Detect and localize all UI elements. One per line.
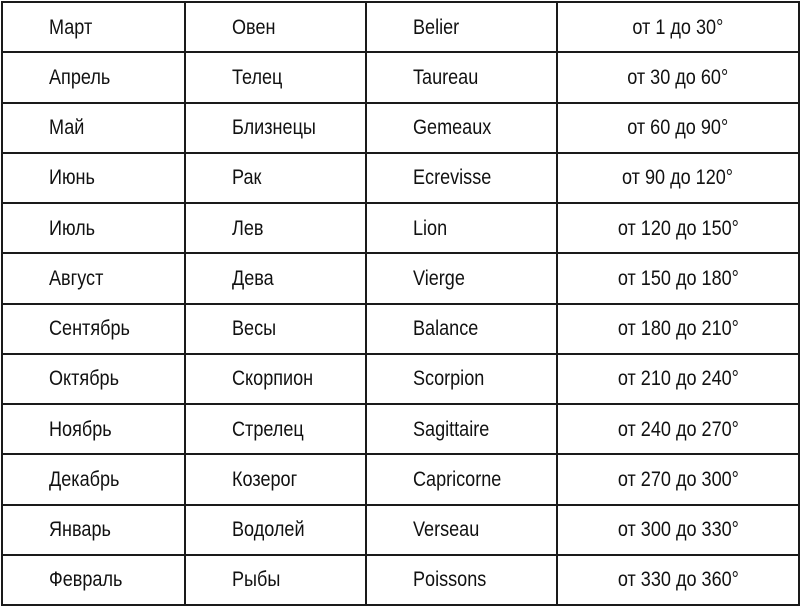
month-cell-text: Февраль <box>49 568 123 592</box>
zodiac-table-body <box>2 2 799 605</box>
sign-ru-cell-text: Стрелец <box>232 417 304 441</box>
sign-fr-cell-text: Taureau <box>413 65 479 89</box>
degree-range-cell-text: от 150 до 180° <box>617 266 739 290</box>
sign-fr-cell <box>366 555 557 605</box>
sign-fr-cell <box>366 454 557 504</box>
degree-range-cell-text: от 180 до 210° <box>617 317 739 341</box>
sign-ru-cell-text: Дева <box>232 266 274 290</box>
degree-range-cell <box>557 555 799 605</box>
table-row <box>2 203 799 253</box>
sign-ru-cell-text: Лев <box>232 216 264 240</box>
degree-range-cell-text: от 30 до 60° <box>627 65 729 89</box>
sign-ru-cell-text: Водолей <box>232 518 305 542</box>
month-cell <box>2 505 185 555</box>
sign-ru-cell-text: Козерог <box>232 467 298 491</box>
sign-ru-cell <box>185 354 366 404</box>
degree-range-cell <box>557 153 799 203</box>
sign-ru-cell <box>185 404 366 454</box>
month-cell <box>2 103 185 153</box>
degree-range-cell-text: от 330 до 360° <box>617 568 739 592</box>
month-cell <box>2 253 185 303</box>
degree-range-cell <box>557 203 799 253</box>
sign-fr-cell-text: Gemeaux <box>413 116 492 140</box>
degree-range-cell-text: от 210 до 240° <box>617 367 739 391</box>
table-row <box>2 404 799 454</box>
sign-ru-cell-text: Близнецы <box>232 116 316 140</box>
degree-range-cell <box>557 2 799 52</box>
sign-fr-cell <box>366 52 557 102</box>
sign-ru-cell-text: Весы <box>232 317 277 341</box>
degree-range-cell-text: от 270 до 300° <box>617 467 739 491</box>
sign-fr-cell-text: Sagittaire <box>413 417 490 441</box>
table-row <box>2 52 799 102</box>
degree-range-cell <box>557 505 799 555</box>
sign-fr-cell <box>366 203 557 253</box>
month-cell-text: Август <box>49 266 104 290</box>
sign-fr-cell-text: Verseau <box>413 518 480 542</box>
month-cell-text: Апрель <box>49 65 111 89</box>
sign-ru-cell <box>185 153 366 203</box>
sign-ru-cell <box>185 103 366 153</box>
sign-fr-cell-text: Lion <box>413 216 448 240</box>
sign-ru-cell <box>185 304 366 354</box>
table-row <box>2 2 799 52</box>
sign-ru-cell-text: Скорпион <box>232 367 314 391</box>
month-cell <box>2 454 185 504</box>
sign-fr-cell <box>366 505 557 555</box>
sign-fr-cell <box>366 253 557 303</box>
degree-range-cell <box>557 304 799 354</box>
month-cell <box>2 153 185 203</box>
table-row <box>2 253 799 303</box>
degree-range-cell <box>557 103 799 153</box>
month-cell-text: Ноябрь <box>49 417 112 441</box>
degree-range-cell <box>557 253 799 303</box>
month-cell-text: Март <box>49 15 93 39</box>
degree-range-cell-text: от 90 до 120° <box>622 166 734 190</box>
month-cell <box>2 555 185 605</box>
sign-ru-cell <box>185 253 366 303</box>
sign-fr-cell <box>366 153 557 203</box>
sign-ru-cell <box>185 454 366 504</box>
month-cell-text: Январь <box>49 518 111 542</box>
sign-fr-cell-text: Vierge <box>413 266 465 290</box>
sign-fr-cell-text: Belier <box>413 15 460 39</box>
month-cell <box>2 354 185 404</box>
degree-range-cell <box>557 404 799 454</box>
degree-range-cell-text: от 60 до 90° <box>627 116 729 140</box>
month-cell-text: Июль <box>49 216 96 240</box>
sign-fr-cell <box>366 2 557 52</box>
sign-fr-cell <box>366 354 557 404</box>
table-row <box>2 555 799 605</box>
sign-ru-cell <box>185 2 366 52</box>
sign-ru-cell <box>185 203 366 253</box>
sign-fr-cell-text: Poissons <box>413 568 487 592</box>
sign-fr-cell-text: Scorpion <box>413 367 485 391</box>
month-cell <box>2 52 185 102</box>
sign-fr-cell-text: Balance <box>413 317 479 341</box>
sign-ru-cell-text: Телец <box>232 65 283 89</box>
sign-fr-cell <box>366 304 557 354</box>
table-row <box>2 103 799 153</box>
table-row <box>2 505 799 555</box>
table-row <box>2 454 799 504</box>
degree-range-cell-text: от 240 до 270° <box>617 417 739 441</box>
sign-ru-cell <box>185 52 366 102</box>
month-cell-text: Июнь <box>49 166 95 190</box>
degree-range-cell <box>557 52 799 102</box>
table-row <box>2 354 799 404</box>
sign-fr-cell-text: Ecrevisse <box>413 166 492 190</box>
month-cell <box>2 203 185 253</box>
month-cell-text: Октябрь <box>49 367 120 391</box>
sign-ru-cell-text: Рак <box>232 166 262 190</box>
sign-fr-cell <box>366 103 557 153</box>
month-cell-text: Сентябрь <box>49 317 130 341</box>
sign-fr-cell-text: Capricorne <box>413 467 502 491</box>
sign-ru-cell-text: Овен <box>232 15 276 39</box>
month-cell-text: Май <box>49 116 85 140</box>
month-cell <box>2 2 185 52</box>
degree-range-cell-text: от 300 до 330° <box>617 518 739 542</box>
degree-range-cell <box>557 454 799 504</box>
sign-ru-cell <box>185 505 366 555</box>
degree-range-cell-text: от 1 до 30° <box>632 15 724 39</box>
sign-ru-cell <box>185 555 366 605</box>
month-cell <box>2 404 185 454</box>
month-cell-text: Декабрь <box>49 467 120 491</box>
degree-range-cell-text: от 120 до 150° <box>617 216 739 240</box>
sign-fr-cell <box>366 404 557 454</box>
month-cell <box>2 304 185 354</box>
sign-ru-cell-text: Рыбы <box>232 568 281 592</box>
table-row <box>2 304 799 354</box>
degree-range-cell <box>557 354 799 404</box>
zodiac-table <box>1 1 800 606</box>
table-row <box>2 153 799 203</box>
